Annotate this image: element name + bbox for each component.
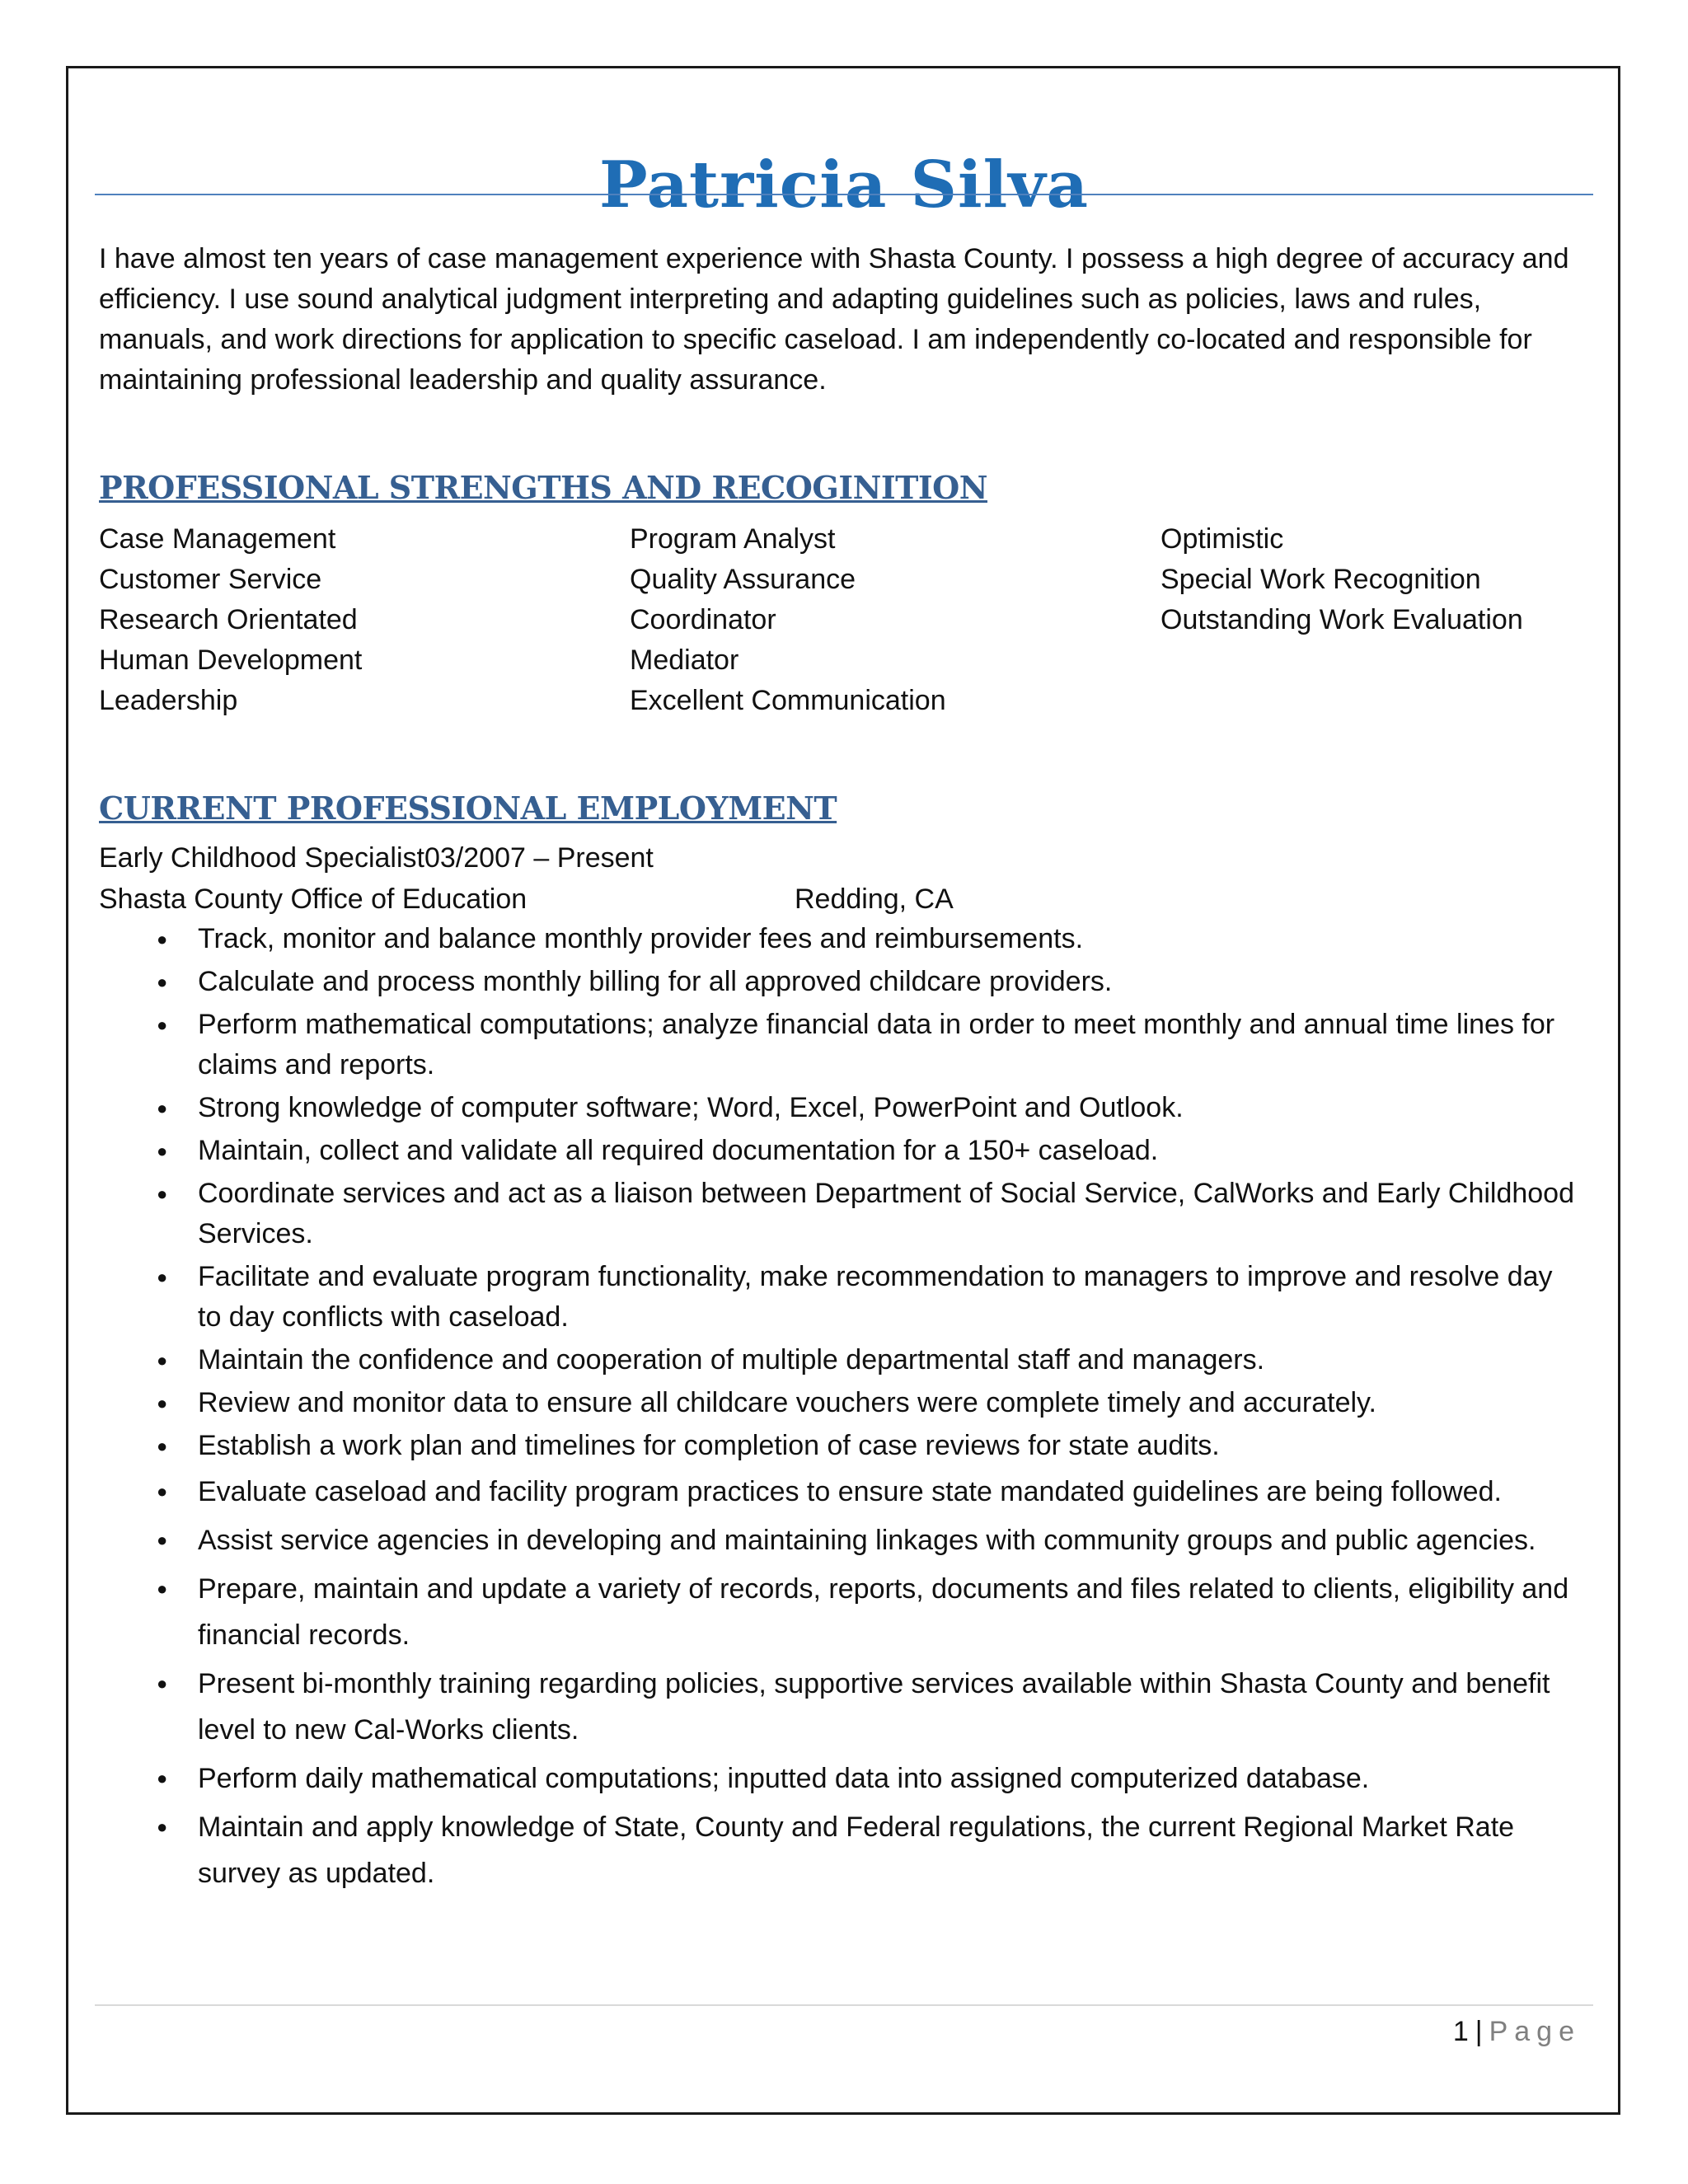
- duty-item: ● Establish a work plan and timelines for completion of case reviews for state audits.: [198, 1426, 1582, 1466]
- employer-name: Shasta County Office of Education: [99, 883, 528, 915]
- footer-separator: |: [1475, 2016, 1483, 2047]
- duty-item: ● Review and monitor data to ensure all childcare vouchers were complete timely and accurately.: [198, 1383, 1582, 1423]
- duty-item: ● Perform mathematical computations; analyze financial data in order to meet monthly and annual time lines for claims and reports.: [198, 1005, 1582, 1085]
- duty-item: ● Maintain, collect and validate all required documentation for a 150+ caseload.: [198, 1131, 1582, 1171]
- duty-item: ● Present bi-monthly training regarding policies, supportive services available within Shasta County and benefit level to new Cal-Works clients.: [198, 1661, 1582, 1753]
- job-title-dates: Early Childhood Specialist03/2007 – Present: [99, 842, 654, 874]
- strengths-heading: PROFESSIONAL STRENGTHS AND RECOGINITION: [99, 469, 988, 506]
- strength-item: Excellent Communication: [630, 685, 946, 716]
- strength-item: Quality Assurance: [630, 564, 856, 595]
- duty-item: ● Prepare, maintain and update a variety of records, reports, documents and files related to clients, eligibility and financial records.: [198, 1566, 1582, 1658]
- strength-item: Special Work Recognition: [1160, 564, 1481, 595]
- strengths-column-3: [1160, 519, 1523, 640]
- strengths-column-2: [630, 519, 946, 721]
- strength-item: Case Management: [99, 523, 336, 555]
- duty-item: ● Evaluate caseload and facility program practices to ensure state mandated guidelines are being followed.: [198, 1469, 1582, 1515]
- duty-item: ● Track, monitor and balance monthly provider fees and reimbursements.: [198, 919, 1582, 959]
- summary-paragraph: I have almost ten years of case management experience with Shasta County. I possess a high degree of accuracy and efficiency. I use sound analytical judgment interpreting and adapting guidelines such as policies, laws and rules, manuals, and work directions for application to specific caseload. I am independently co-located and responsible for maintaining professional leadership and quality assurance.: [99, 243, 1569, 396]
- employment-heading: CURRENT PROFESSIONAL EMPLOYMENT: [99, 790, 837, 827]
- duty-item: ● Calculate and process monthly billing for all approved childcare providers.: [198, 962, 1582, 1002]
- footer-divider: [95, 2004, 1593, 2006]
- duty-item: ● Maintain the confidence and cooperation of multiple departmental staff and managers.: [198, 1340, 1582, 1380]
- strength-item: Coordinator: [630, 604, 776, 635]
- page-footer: [1453, 2011, 1581, 2052]
- page-label: Page: [1489, 2016, 1581, 2047]
- duty-item: ● Assist service agencies in developing and maintaining linkages with community groups and public agencies.: [198, 1517, 1582, 1563]
- strength-item: Outstanding Work Evaluation: [1160, 604, 1523, 635]
- duty-item: ● Strong knowledge of computer software; Word, Excel, PowerPoint and Outlook.: [198, 1088, 1582, 1128]
- duty-item: ● Coordinate services and act as a liaison between Department of Social Service, CalWorks and Early Childhood Services.: [198, 1174, 1582, 1254]
- strength-item: Mediator: [630, 644, 739, 676]
- duty-item: ● Maintain and apply knowledge of State, County and Federal regulations, the current Regional Market Rate survey as updated.: [198, 1804, 1582, 1896]
- strength-item: Customer Service: [99, 564, 322, 595]
- strengths-column-1: [99, 519, 362, 721]
- strength-item: Research Orientated: [99, 604, 358, 635]
- duty-item: ● Facilitate and evaluate program functionality, make recommendation to managers to improve and resolve day to day conflicts with caseload.: [198, 1257, 1582, 1338]
- strength-item: Program Analyst: [630, 523, 836, 555]
- duties-list: [198, 919, 1582, 1899]
- strength-item: Leadership: [99, 685, 238, 716]
- title-divider: [95, 194, 1593, 195]
- strength-item: Optimistic: [1160, 523, 1284, 555]
- job-location: Redding, CA: [795, 883, 954, 915]
- duty-item: ● Perform daily mathematical computations; inputted data into assigned computerized database.: [198, 1755, 1582, 1802]
- page-number: 1: [1452, 2016, 1469, 2047]
- strength-item: Human Development: [99, 644, 363, 676]
- resume-name: Patricia Silva: [598, 148, 1090, 223]
